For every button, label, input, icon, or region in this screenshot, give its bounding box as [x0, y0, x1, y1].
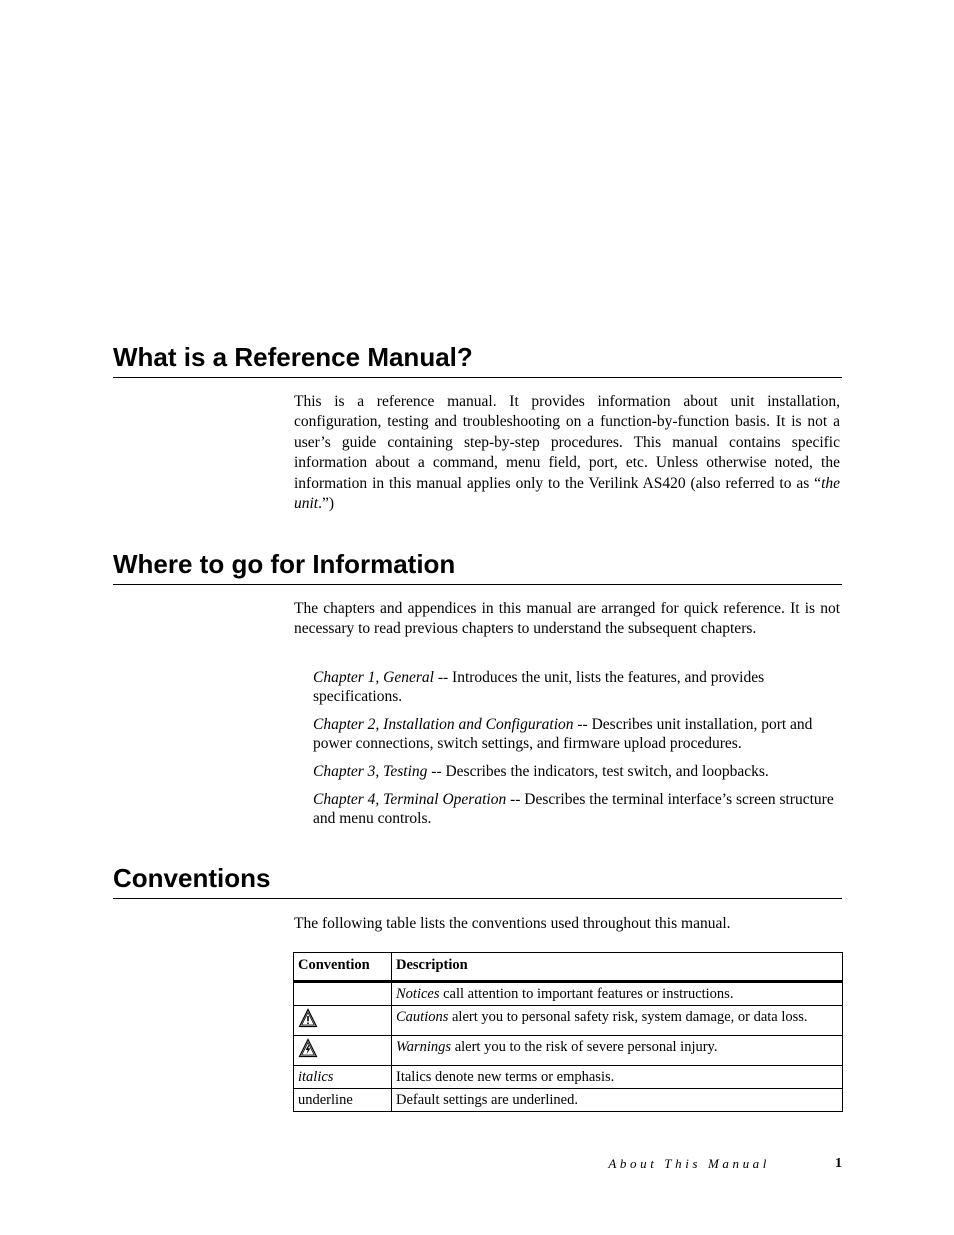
convention-cell: underline [294, 1089, 392, 1112]
table-row [294, 1006, 843, 1036]
chapter-description: -- Describes the terminal interface’s screen structure and menu controls. [313, 791, 834, 827]
column-header-description: Description [392, 953, 843, 982]
conventions-table [293, 952, 843, 1112]
convention-cell [294, 1006, 392, 1036]
chapter-title: Chapter 2, Installation and Configuration [313, 716, 574, 733]
description-cell [392, 1066, 843, 1089]
chapter-item [313, 715, 843, 753]
chapter-title: Chapter 1, General [313, 669, 434, 686]
description-text: alert you to personal safety risk, system damage, or data loss. [448, 1009, 808, 1025]
where-to-go-paragraph: The chapters and appendices in this manual are arranged for quick reference. It is not necessary to read previous chapters to understand the subsequent chapters. [294, 600, 840, 638]
footer-title: About This Manual [608, 1156, 770, 1171]
warning-lightning-icon [298, 1038, 318, 1058]
table-row [294, 982, 843, 1006]
convention-cell [294, 1036, 392, 1066]
description-term: Cautions [396, 1009, 449, 1025]
description-text: alert you to the risk of severe personal injury. [451, 1039, 718, 1055]
section-heading-conventions: Conventions [113, 863, 842, 899]
table-header-row [294, 953, 843, 982]
paragraph-text: This is a reference manual. It provides information about unit installation, configuration, testing and troubleshooting on a function-by-function basis. It is not a user’s guide containing step-by-step procedures. This manual contains specific information about a command, menu field, port, etc. Unless otherwise noted, the information in this manual applies only to the Verilink AS420 (also referred to as “ [294, 393, 840, 492]
description-text: call attention to important features or instructions. [439, 986, 734, 1002]
table-row [294, 1066, 843, 1089]
description-cell [392, 1006, 843, 1036]
page-number: 1 [835, 1156, 842, 1171]
description-term: Notices [396, 986, 440, 1002]
chapter-description: -- Describes the indicators, test switch, and loopbacks. [427, 763, 769, 780]
description-cell [392, 1036, 843, 1066]
chapter-title: Chapter 3, Testing [313, 763, 428, 780]
paragraph-text: .”) [318, 495, 335, 513]
table-row [294, 1036, 843, 1066]
chapter-list [313, 668, 843, 837]
column-header-convention: Convention [294, 953, 392, 982]
chapter-description: -- Describes unit installation, port and power connections, switch settings, and firmware upload procedures. [313, 716, 813, 752]
chapter-item [313, 790, 843, 828]
description-term: Warnings [396, 1039, 452, 1055]
page-footer [560, 1156, 842, 1174]
caution-triangle-icon [298, 1008, 318, 1028]
convention-cell [294, 982, 392, 1006]
chapter-item [313, 762, 843, 781]
description-cell [392, 1089, 843, 1112]
chapter-item [313, 668, 843, 706]
reference-manual-paragraph [294, 392, 840, 514]
conventions-paragraph: The following table lists the conventions used throughout this manual. [294, 915, 731, 932]
chapter-title: Chapter 4, Terminal Operation [313, 791, 507, 808]
table-row [294, 1089, 843, 1112]
description-text: Default settings are underlined. [396, 1092, 578, 1108]
section-heading-reference-manual: What is a Reference Manual? [113, 342, 842, 378]
section-heading-where-to-go: Where to go for Information [113, 549, 842, 585]
italic-term: the unit [294, 474, 840, 513]
chapter-description: -- Introduces the unit, lists the features, and provides specifications. [313, 669, 765, 705]
convention-cell: italics [294, 1066, 392, 1089]
description-text: Italics denote new terms or emphasis. [396, 1069, 615, 1085]
description-cell [392, 982, 843, 1006]
